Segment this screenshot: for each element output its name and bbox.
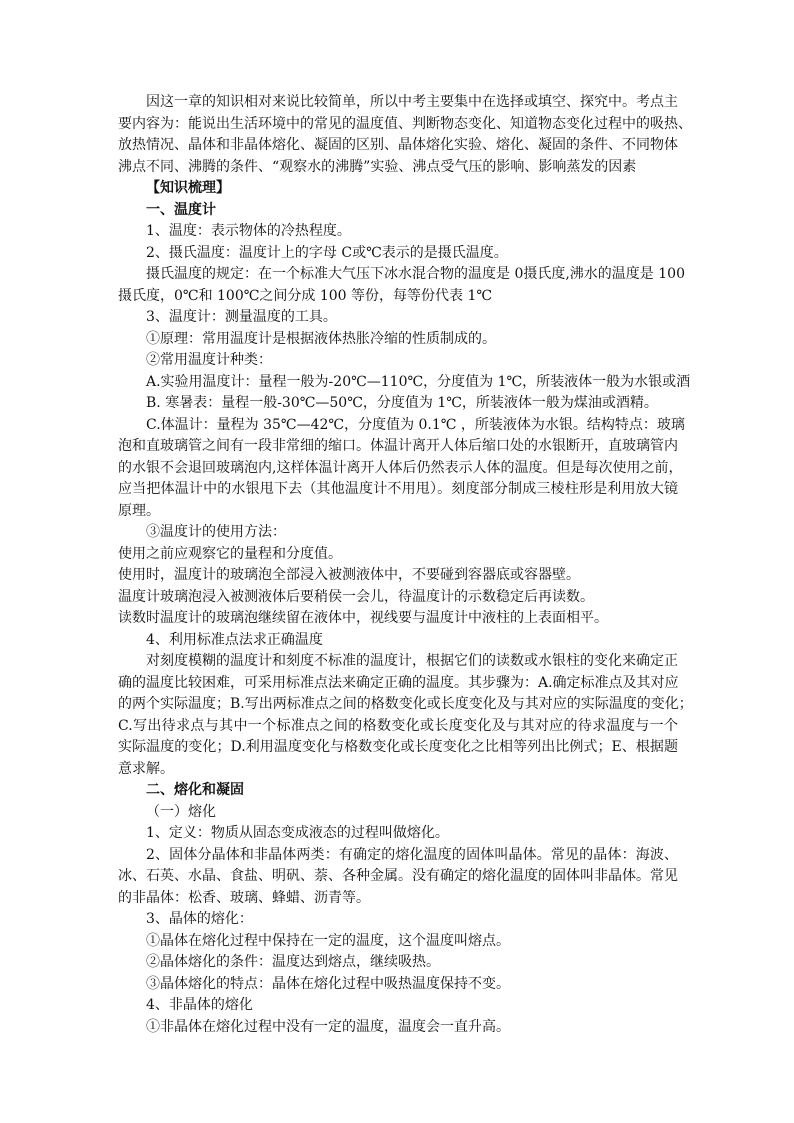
type-clinical-thermometer-line: 原理。 [118, 502, 160, 519]
intro-line: 要内容为：能说出生活环境中的常见的温度值、判断物态变化、知道物态变化过程中的吸热、 [118, 115, 692, 132]
solid-class-line: 的非晶体：松香、玻璃、蜂蜡、沥青等。 [118, 889, 370, 906]
document-page [118, 92, 693, 1038]
celsius-rule-line: 摄氏度，0℃和 100℃之间分成 100 等份，每等份代表 1℃ [118, 287, 493, 304]
principle: ①原理：常用温度计是根据液体热胀冷缩的性质制成的。 [146, 330, 496, 347]
solid-class-line: 冰、石英、水晶、食盐、明矾、萘、各种金属。没有确定的熔化温度的固体叫非晶体。常见 [118, 868, 678, 884]
type-clinical-thermometer-line: 泡和直玻璃管之间有一段非常细的缩口。体温计离开人体后缩口处的水银断开，直玻璃管内 [118, 438, 678, 454]
crystal-melting-item: ②晶体熔化的条件：温度达到熔点，继续吸热。 [146, 954, 440, 970]
crystal-melting-item: ①晶体在熔化过程中保持在一定的温度，这个温度叫熔点。 [146, 932, 510, 949]
usage-line: 读数时温度计的玻璃泡继续留在液体中，视线要与温度计中液柱的上表面相平。 [118, 610, 608, 626]
standard-point-line: C.写出待求点与其中一个标准点之间的格数变化或长度变化及与其对应的待求温度与一个 [118, 717, 678, 734]
usage-line: 使用之前应观察它的量程和分度值。 [118, 545, 342, 562]
intro-line: 因这一章的知识相对来说比较简单，所以中考主要集中在选择或填空、探究中。考点主 [146, 94, 678, 110]
standard-point-line: 确的温度比较困难，可采用标准点法来确定正确的温度。其步骤为：A.确定标准点及其对应 [118, 674, 679, 691]
celsius-rule-line: 摄氏温度的规定：在一个标准大气压下冰水混合物的温度是 0摄氏度,沸水的温度是 100 [146, 266, 685, 282]
standard-point-line: 对刻度模糊的温度计和刻度不标准的温度计，根据它们的读数或水银柱的变化来确定正 [146, 653, 678, 669]
type-weather-thermometer: B. 寒暑表：量程一般-30℃—50℃，分度值为 1℃，所装液体一般为煤油或酒精。 [146, 395, 658, 411]
noncrystal-melting-title: 4、非晶体的熔化 [146, 997, 253, 1013]
usage-title: ③温度计的使用方法： [146, 524, 286, 540]
standard-point-line: 意求解。 [118, 760, 174, 777]
standard-point-line: 实际温度的变化；D.利用温度变化与格数变化或长度变化之比相等列出比例式；E、根据题 [118, 739, 678, 755]
standard-point-line: 的两个实际温度；B.写出两标准点之间的格数变化或长度变化及与其对应的实际温度的变化； [118, 696, 693, 712]
crystal-melting-title: 3、晶体的熔化： [146, 911, 253, 927]
type-clinical-thermometer-line: 的水银不会退回玻璃泡内,这样体温计离开人体后仍然表示人体的温度。但是每次使用之前， [118, 459, 683, 476]
item-thermometer: 3、温度计：测量温度的工具。 [146, 309, 337, 325]
item-temperature: 1、温度：表示物体的冷热程度。 [146, 223, 351, 239]
type-lab-thermometer: A.实验用温度计：量程一般为-20℃—110℃，分度值为 1℃，所装液体一般为水银或酒 [146, 373, 691, 390]
item-celsius: 2、摄氏温度：温度计上的字母 C或℃表示的是摄氏温度。 [146, 244, 508, 261]
item-standard-point: 4、利用标准点法求正确温度 [146, 631, 323, 648]
usage-line: 温度计玻璃泡浸入被测液体后要稍侯一会儿，待温度计的示数稳定后再读数。 [118, 588, 594, 605]
usage-line: 使用时，温度计的玻璃泡全部浸入被测液体中，不要碰到容器底或容器壁。 [118, 567, 580, 583]
types-title: ②常用温度计种类： [146, 352, 272, 368]
section-title-melting: 二、熔化和凝固 [146, 782, 244, 798]
crystal-melting-item: ③晶体熔化的特点：晶体在熔化过程中吸热温度保持不变。 [146, 975, 510, 992]
subsection-melting: （一）熔化 [146, 803, 216, 820]
knowledge-heading: 【知识梳理】 [146, 180, 230, 196]
type-clinical-thermometer-line: C.体温计：量程为 35℃—42℃，分度值为 0.1℃ ，所装液体为水银。结构特点：玻璃 [146, 416, 685, 433]
intro-line: 放热情况、晶体和非晶体熔化、凝固的区别、晶体熔化实验、熔化、凝固的条件、不同物体 [118, 137, 678, 153]
noncrystal-melting-item: ①非晶体在熔化过程中没有一定的温度，温度会一直升高。 [146, 1018, 510, 1035]
type-clinical-thermometer-line: 应当把体温计中的水银甩下去（其他温度计不用甩）。刻度部分制成三棱柱形是利用放大镜 [118, 481, 678, 497]
melting-definition: 1、定义：物质从固态变成液态的过程叫做熔化。 [146, 825, 449, 841]
section-title-thermometer: 一、温度计 [146, 201, 216, 218]
intro-line: 沸点不同、沸腾的条件、“观察水的沸腾”实验、沸点受气压的影响、影响蒸发的因素 [118, 158, 637, 175]
solid-class-line: 2、固体分晶体和非晶体两类：有确定的熔化温度的固体叫晶体。常见的晶体：海波、 [146, 846, 678, 863]
